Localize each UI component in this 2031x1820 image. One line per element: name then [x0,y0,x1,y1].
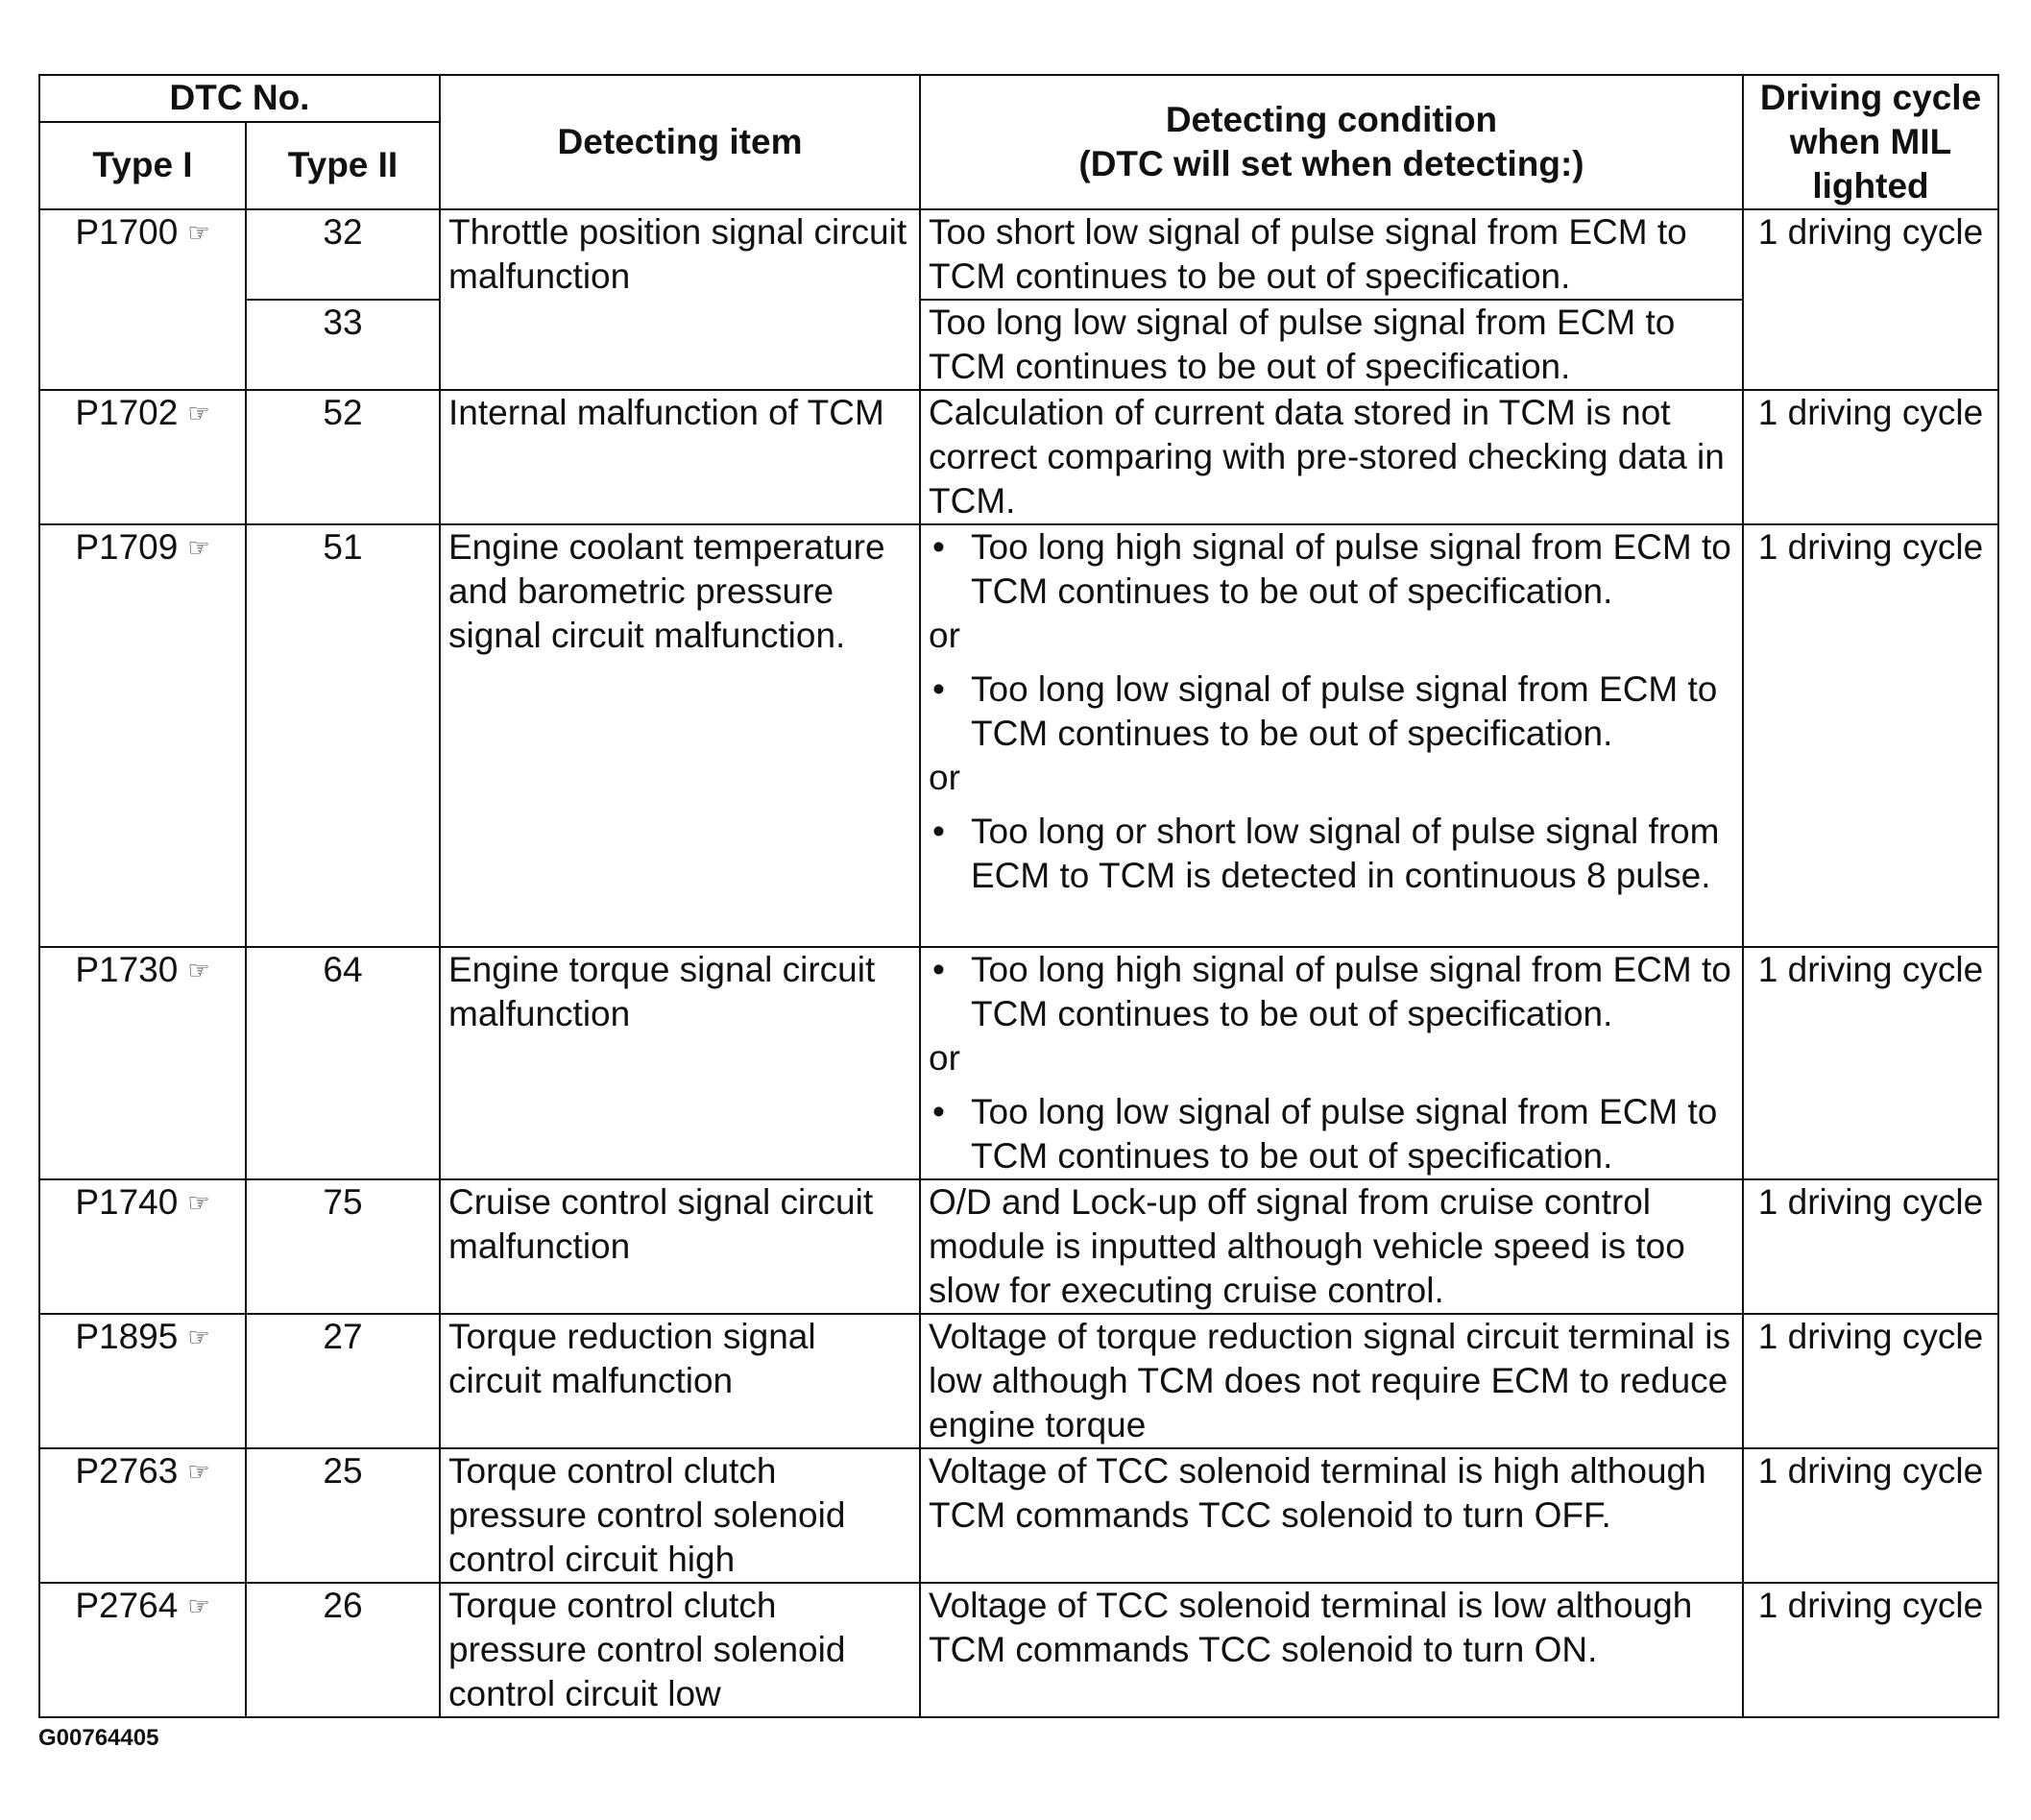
condition-or: or [929,758,960,797]
reference-hand-icon: ☞ [187,1591,210,1620]
driving-cycle-cell: 1 driving cycle [1743,1314,1998,1448]
detecting-item-cell: Torque control clutch pressure control solenoid control circuit high [440,1448,920,1583]
detecting-condition-cell [920,947,1743,1179]
table-row [39,300,1998,390]
driving-cycle-cell: 1 driving cycle [1743,1179,1998,1314]
header-driving-cycle-line2: when MIL [1789,122,1952,161]
header-detecting-condition-line1: Detecting condition [1165,100,1498,139]
dtc-code: P1700 [75,212,179,252]
header-type2: Type II [246,122,440,209]
dtc-type2-cell: 32 [246,209,440,300]
detecting-condition-cell: Calculation of current data stored in TCM is not correct comparing with pre-stored checking data in TCM. [920,390,1743,524]
driving-cycle-cell: 1 driving cycle [1743,1448,1998,1583]
condition-text: Too long low signal of pulse signal from ECM to TCM continues to be out of specification. [971,1092,1718,1176]
header-detecting-condition-line2: (DTC will set when detecting:) [1078,144,1584,183]
detecting-condition-cell [920,524,1743,947]
header-driving-cycle [1743,75,1998,209]
dtc-code: P2764 [75,1586,179,1625]
dtc-type2-cell: 27 [246,1314,440,1448]
detecting-item-cell: Engine torque signal circuit malfunction [440,947,920,1179]
condition-bullet [929,667,1734,756]
bullet-icon: • [932,1092,945,1131]
table-row [39,1314,1998,1448]
reference-hand-icon: ☞ [187,1323,210,1351]
dtc-type2-cell: 25 [246,1448,440,1583]
dtc-code: P2763 [75,1451,179,1491]
detecting-item-cell: Cruise control signal circuit malfunction [440,1179,920,1314]
dtc-type1-cell [39,1314,246,1448]
dtc-type1-cell [39,1583,246,1717]
condition-bullet [929,525,1734,614]
condition-text: Too long high signal of pulse signal from ECM to TCM continues to be out of specification. [971,527,1731,611]
detecting-condition-cell: Voltage of torque reduction signal circuit terminal is low although TCM does not require ECM to reduce engine torque [920,1314,1743,1448]
detecting-condition-cell: Voltage of TCC solenoid terminal is low although TCM commands TCC solenoid to turn ON. [920,1583,1743,1717]
table-row [39,524,1998,947]
driving-cycle-cell: 1 driving cycle [1743,209,1998,390]
detecting-condition-cell: Too long low signal of pulse signal from ECM to TCM continues to be out of specification. [920,300,1743,390]
dtc-type1-cell [39,390,246,524]
reference-hand-icon: ☞ [187,1457,210,1486]
condition-bullet [929,948,1734,1036]
driving-cycle-cell: 1 driving cycle [1743,947,1998,1179]
dtc-code: P1740 [75,1182,179,1222]
header-type1: Type I [39,122,246,209]
dtc-type2-cell: 64 [246,947,440,1179]
condition-text: Too long low signal of pulse signal from ECM to TCM continues to be out of specification. [971,669,1718,753]
driving-cycle-cell: 1 driving cycle [1743,524,1998,947]
detecting-condition-cell: Voltage of TCC solenoid terminal is high although TCM commands TCC solenoid to turn OFF. [920,1448,1743,1583]
dtc-code: P1702 [75,393,179,432]
bullet-icon: • [932,669,945,709]
reference-hand-icon: ☞ [187,956,210,984]
reference-hand-icon: ☞ [187,1188,210,1217]
table-row [39,390,1998,524]
detecting-item-cell: Engine coolant temperature and barometric pressure signal circuit malfunction. [440,524,920,947]
condition-or: or [929,1038,960,1078]
dtc-type2-cell: 52 [246,390,440,524]
detecting-item-cell: Internal malfunction of TCM [440,390,920,524]
table-row [39,1448,1998,1583]
header-row [39,75,1998,122]
header-detecting-condition [920,75,1743,209]
dtc-type1-cell [39,1448,246,1583]
reference-hand-icon: ☞ [187,533,210,562]
condition-bullet [929,1090,1734,1178]
figure-reference-id: G00764405 [38,1725,159,1751]
detecting-item-cell: Torque control clutch pressure control solenoid control circuit low [440,1583,920,1717]
detecting-item-cell: Throttle position signal circuit malfunction [440,209,920,390]
header-detecting-item: Detecting item [440,75,920,209]
condition-text: Too long high signal of pulse signal from ECM to TCM continues to be out of specification. [971,950,1731,1033]
dtc-type1-cell [39,524,246,947]
condition-bullet [929,810,1734,898]
dtc-type2-cell: 33 [246,300,440,390]
dtc-type2-cell: 51 [246,524,440,947]
reference-hand-icon: ☞ [187,218,210,247]
dtc-table [38,74,1999,1718]
dtc-code: P1709 [75,527,179,567]
bullet-icon: • [932,812,945,851]
reference-hand-icon: ☞ [187,399,210,427]
table-row [39,209,1998,300]
bullet-icon: • [932,950,945,989]
bullet-icon: • [932,527,945,567]
header-driving-cycle-line3: lighted [1812,166,1929,206]
detecting-condition-cell: Too short low signal of pulse signal from ECM to TCM continues to be out of specification. [920,209,1743,300]
detecting-item-cell: Torque reduction signal circuit malfunction [440,1314,920,1448]
header-driving-cycle-line1: Driving cycle [1759,78,1982,117]
header-dtc-no: DTC No. [39,75,440,122]
dtc-type2-cell: 75 [246,1179,440,1314]
table-row [39,1179,1998,1314]
table-row [39,947,1998,1179]
detecting-condition-cell: O/D and Lock-up off signal from cruise control module is inputted although vehicle speed is too slow for executing cruise control. [920,1179,1743,1314]
dtc-type2-cell: 26 [246,1583,440,1717]
driving-cycle-cell: 1 driving cycle [1743,1583,1998,1717]
dtc-code: P1730 [75,950,179,989]
dtc-code: P1895 [75,1317,179,1356]
dtc-type1-cell [39,209,246,390]
table-row [39,1583,1998,1717]
dtc-type1-cell [39,1179,246,1314]
condition-or: or [929,616,960,655]
condition-text: Too long or short low signal of pulse signal from ECM to TCM is detected in continuous 8 pulse. [971,812,1720,895]
driving-cycle-cell: 1 driving cycle [1743,390,1998,524]
dtc-type1-cell [39,947,246,1179]
